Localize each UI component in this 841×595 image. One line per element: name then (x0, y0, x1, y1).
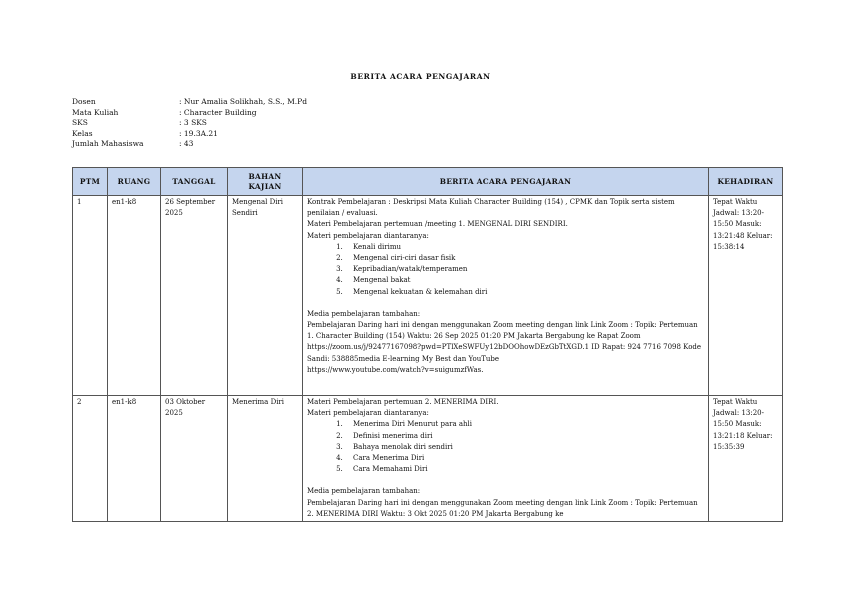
meta-key: Jumlah Mahasiswa (72, 139, 144, 149)
meta-value: : 3 SKS (179, 118, 207, 128)
header-ptm: PTM (73, 168, 108, 196)
meta-key: Mata Kuliah (72, 107, 119, 117)
list-item: 4. Cara Menerima Diri (345, 453, 704, 464)
kontrak-pembelajaran: Kontrak Pembelajaran : Deskripsi Mata Kuliah Character Building (154) , CPMK dan Topik serta sistem penilaian / evaluasi. (307, 198, 675, 218)
media-text: Pembelajaran Daring hari ini dengan menggunakan Zoom meeting dengan link Link Zoom : Topik: Pertemuan 2. MENERIMA DIRI Waktu: 3 Okt 2025 01:20 PM Jakarta Bergabung ke (307, 498, 698, 518)
list-item: 5. Cara Memahami Diri (345, 464, 704, 475)
meta-dosen (72, 97, 307, 108)
meta-kelas (72, 129, 307, 140)
cell-bahan-kajian: Mengenal Diri Sendiri (228, 196, 303, 396)
meta-value: : Character Building (179, 107, 257, 117)
materi-diantaranya: Materi pembelajaran diantaranya: (307, 231, 429, 240)
bap-table (72, 167, 783, 522)
header-ruang: RUANG (108, 168, 161, 196)
materi-list (307, 242, 704, 298)
cell-ruang: en1-k8 (108, 396, 161, 522)
media-text: Pembelajaran Daring hari ini dengan menggunakan Zoom meeting dengan link Link Zoom : Topik: Pertemuan 1. Character Building (154) Waktu: 26 Sep 2025 01:20 PM Jakarta Bergabung ke Rapat Zoom https://zoom.us/j/92477167098?pwd=PTlXeSWFUy12bDOOhowDEzGbTtXGD.1 ID Rapat: 924 7716 7098 Kode Sandi: 538885media E-learning My Best dan YouTube (307, 321, 702, 363)
materi-pertemuan: Materi Pembelajaran pertemuan 2. MENERIMA DIRI. (307, 398, 499, 406)
meta-key: SKS (72, 118, 88, 128)
list-item: 1. Menerima Diri Menurut para ahli (345, 419, 704, 430)
meta-value: : 19.3A.21 (179, 128, 218, 138)
list-item: 2. Definisi menerima diri (345, 431, 704, 442)
cell-ruang: en1-k8 (108, 196, 161, 396)
cell-kehadiran: Tepat Waktu Jadwal: 13:20-15:50 Masuk: 13:21:48 Keluar: 15:38:14 (709, 196, 783, 396)
list-item: 4. Mengenal bakat (345, 275, 704, 286)
list-item: 3. Bahaya menolak diri sendiri (345, 442, 704, 453)
meta-value: : Nur Amalia Solikhah, S.S., M.Pd (179, 97, 308, 106)
header-berita-acara: BERITA ACARA PENGAJARAN (303, 168, 709, 196)
meta-key: Dosen (72, 97, 96, 106)
page-title: BERITA ACARA PENGAJARAN (350, 72, 491, 81)
cell-bahan-kajian: Menerima Diri (228, 396, 303, 522)
media-title: Media pembelajaran tambahan: (307, 309, 421, 318)
list-item: 1. Kenali dirimu (345, 242, 704, 253)
table-row (73, 396, 783, 522)
youtube-link: https://www.youtube.com/watch?v=suigumzfWas. (307, 365, 484, 374)
meta-mata-kuliah (72, 108, 307, 119)
meta-key: Kelas (72, 128, 93, 138)
meta-jumlah-mahasiswa (72, 139, 307, 150)
cell-ptm: 2 (73, 396, 108, 522)
meta-value: : 43 (179, 139, 194, 149)
cell-berita-acara (303, 196, 709, 396)
list-item: 2. Mengenal ciri-ciri dasar fisik (345, 253, 704, 264)
media-title: Media pembelajaran tambahan: (307, 487, 421, 496)
meta-sks (72, 118, 307, 129)
cell-tanggal: 03 Oktober 2025 (161, 396, 228, 522)
list-item: 3. Kepribadian/watak/temperamen (345, 264, 704, 275)
header-kehadiran: KEHADIRAN (709, 168, 783, 196)
cell-berita-acara (303, 396, 709, 522)
document-meta (72, 97, 307, 150)
cell-tanggal: 26 September 2025 (161, 196, 228, 396)
cell-kehadiran: Tepat Waktu Jadwal: 13:20-15:50 Masuk: 13:21:18 Keluar: 15:35:39 (709, 396, 783, 522)
table-row (73, 196, 783, 396)
table-header-row (73, 168, 783, 196)
header-bahan-kajian: BAHAN KAJIAN (228, 168, 303, 196)
list-item: 5. Mengenal kekuatan & kelemahan diri (345, 287, 704, 298)
header-tanggal: TANGGAL (161, 168, 228, 196)
materi-diantaranya: Materi pembelajaran diantaranya: (307, 409, 429, 418)
materi-pertemuan: Materi Pembelajaran pertemuan /meeting 1. MENGENAL DIRI SENDIRI. (307, 220, 568, 229)
cell-ptm: 1 (73, 196, 108, 396)
materi-list (307, 419, 704, 475)
